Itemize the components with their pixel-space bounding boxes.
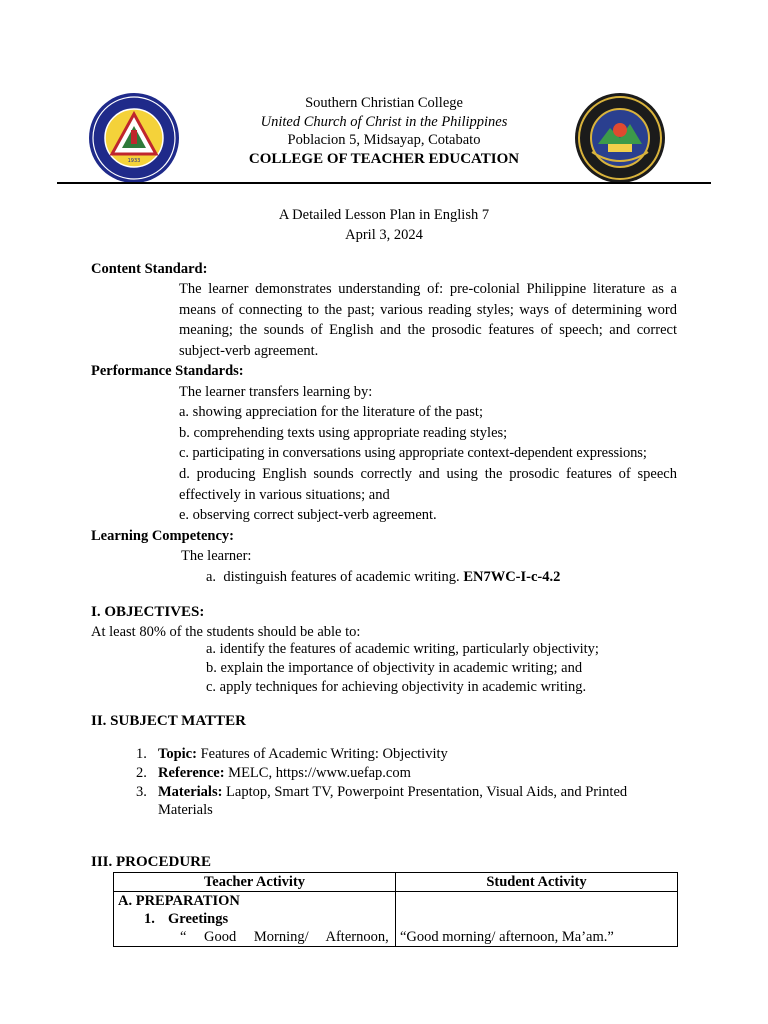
item-label: Materials: xyxy=(158,784,223,800)
performance-item: a. showing appreciation for the literature of the past; xyxy=(179,404,483,420)
lesson-plan-title: A Detailed Lesson Plan in English 7 xyxy=(278,207,490,223)
student-greeting-line: “Good morning/ afternoon, Ma’am.” xyxy=(400,929,614,945)
objective-item: b. explain the importance of objectivity in academic writing; and xyxy=(206,660,583,676)
performance-item: e. observing correct subject-verb agreement. xyxy=(179,507,437,523)
objectives-intro: At least 80% of the students should be able to: xyxy=(91,624,361,640)
subject-matter-item xyxy=(136,764,676,782)
competency-prefix: a. xyxy=(206,569,217,585)
item-text: Features of Academic Writing: Objectivity xyxy=(200,746,448,762)
objective-item: a. identify the features of academic writing, particularly objectivity; xyxy=(206,641,599,657)
subject-matter-heading: II. SUBJECT MATTER xyxy=(91,713,246,729)
item-number: 2. xyxy=(136,765,147,781)
item-number: 3. xyxy=(136,784,147,800)
section-a-label: A. PREPARATION xyxy=(118,893,240,909)
college-address: Poblacion 5, Midsayap, Cotabato xyxy=(287,132,481,148)
student-activity-header: Student Activity xyxy=(396,873,678,892)
performance-item: c. participating in conversations using appropriate context-dependent expressions; xyxy=(179,445,647,461)
department-name: COLLEGE OF TEACHER EDUCATION xyxy=(248,150,520,167)
step-number: 1. xyxy=(144,911,155,927)
teacher-cell xyxy=(114,892,396,947)
letterhead xyxy=(200,94,568,168)
procedure-table xyxy=(113,872,678,947)
svg-text:1933: 1933 xyxy=(127,158,141,164)
header-divider xyxy=(57,182,711,184)
objectives-heading: I. OBJECTIVES: xyxy=(91,604,205,620)
college-of-teacher-education-seal xyxy=(574,92,666,184)
competency-text: distinguish features of academic writing. xyxy=(223,569,460,585)
teacher-greeting-line: “ Good Morning/ Afternoon, xyxy=(180,929,389,945)
college-name: Southern Christian College xyxy=(305,95,463,111)
student-cell xyxy=(396,892,678,947)
subject-matter-item xyxy=(136,783,676,819)
teacher-activity-header: Teacher Activity xyxy=(114,873,396,892)
subject-matter-list xyxy=(136,745,676,820)
item-text: MELC, https://www.uefap.com xyxy=(228,765,411,781)
content-standard-label: Content Standard: xyxy=(91,261,208,277)
document-title xyxy=(0,205,768,245)
learning-competency-label: Learning Competency: xyxy=(91,528,234,544)
southern-christian-college-seal xyxy=(88,92,180,184)
competency-item xyxy=(206,567,560,587)
performance-standards-label: Performance Standards: xyxy=(91,363,244,379)
performance-item: d. producing English sounds correctly and using the prosodic features of speech effectively in various situations; and xyxy=(179,466,677,503)
table-row xyxy=(114,892,678,947)
table-header-row xyxy=(114,873,678,892)
content-standard-text: The learner demonstrates understanding of: pre-colonial Philippine literature as a means of connecting to the past; various reading styles; ways of determining word meaning; the sounds of English and the prosodic features of speech; and correct subject-verb agreement. xyxy=(179,281,677,359)
step-label: Greetings xyxy=(168,911,229,927)
performance-intro: The learner transfers learning by: xyxy=(179,384,373,400)
church-affiliation: United Church of Christ in the Philippines xyxy=(260,113,508,130)
objective-item: c. apply techniques for achieving objectivity in academic writing. xyxy=(206,679,587,695)
item-number: 1. xyxy=(136,746,147,762)
item-text: Laptop, Smart TV, Powerpoint Presentation, Visual Aids, and Printed Materials xyxy=(158,784,628,818)
procedure-heading: III. PROCEDURE xyxy=(91,854,212,870)
competency-intro: The learner: xyxy=(181,548,252,564)
subject-matter-item xyxy=(136,745,676,763)
performance-item: b. comprehending texts using appropriate reading styles; xyxy=(179,425,508,441)
step-greetings xyxy=(118,910,391,928)
item-label: Topic: xyxy=(158,746,197,762)
lesson-date: April 3, 2024 xyxy=(345,227,423,243)
competency-code: EN7WC-I-c-4.2 xyxy=(463,569,561,585)
item-label: Reference: xyxy=(158,765,225,781)
